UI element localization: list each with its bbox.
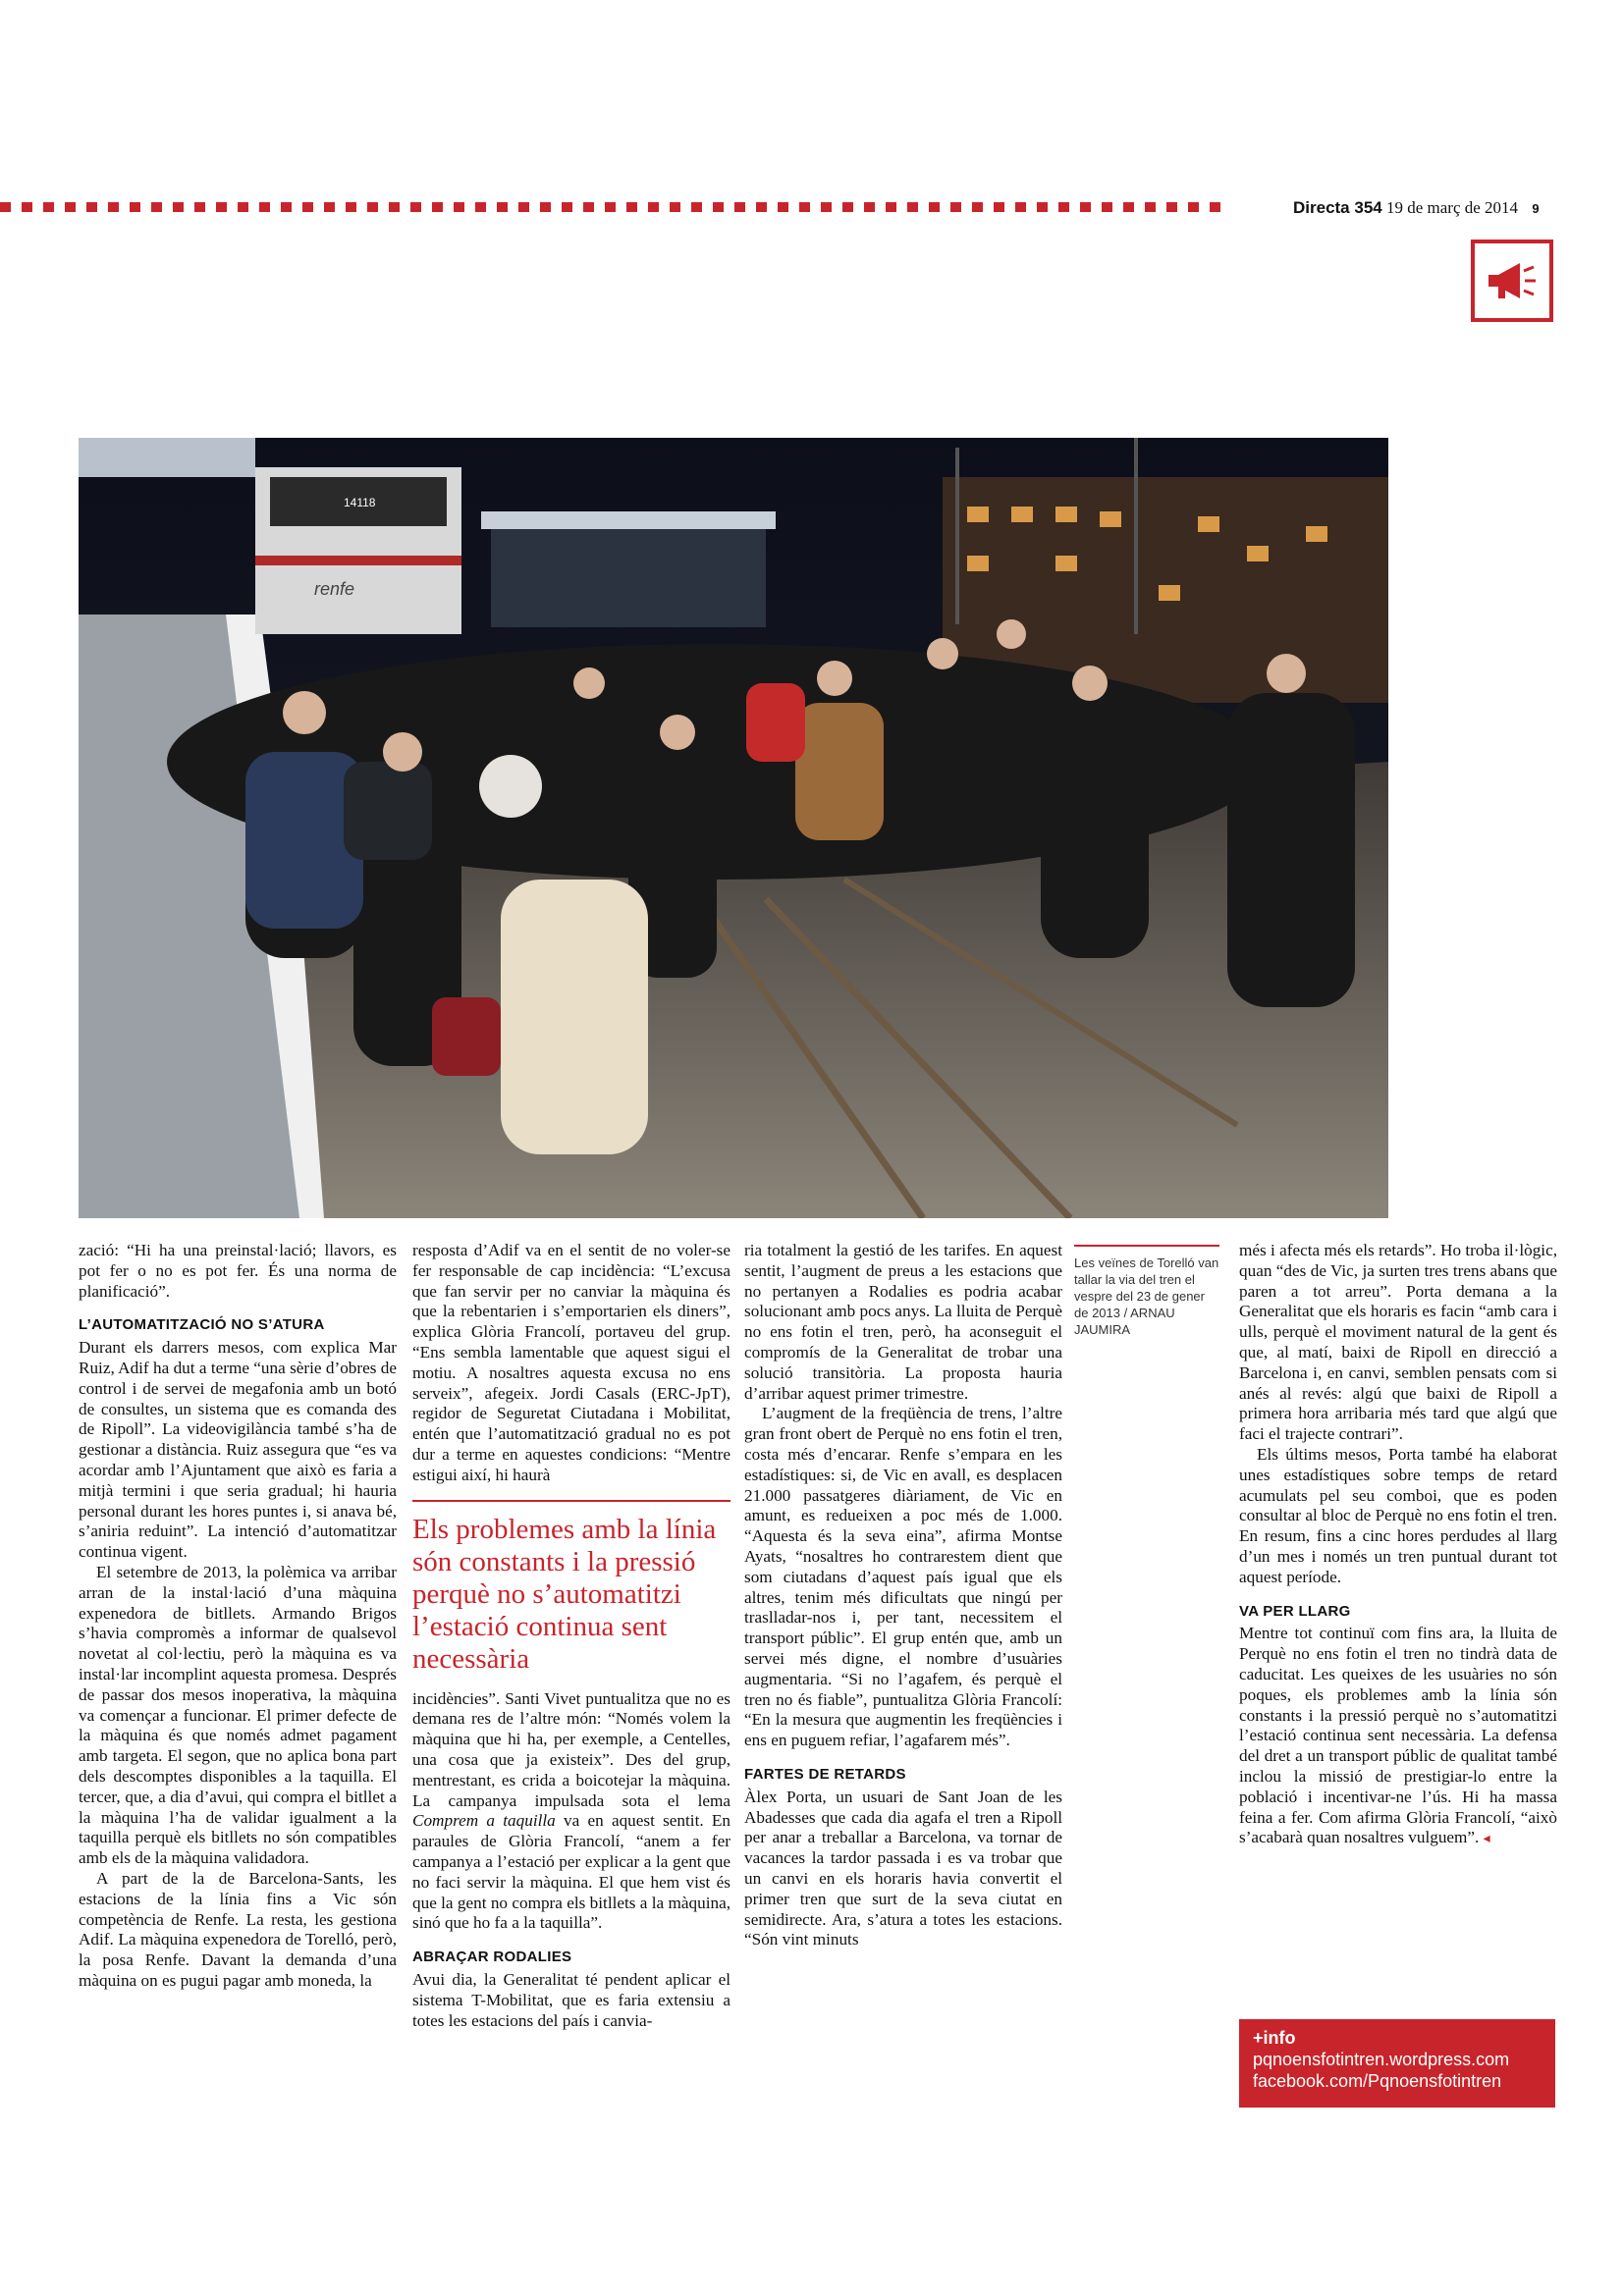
paragraph: ria totalment la gestió de les tarifes. En aquest sentit, l’augment de preus a les estacions que no pertanyen a Rodalies es podria acabar solucionant amb pocs anys. La lluita de Perquè no ens fotin el tren, però, ha aconseguit el compromís de la Generalitat de trobar una solució transitòria. La proposta hauria d’arribar aquest primer trimestre. [744,1241,1062,1403]
article-column-1 [79,1241,397,1992]
article-column-4 [1239,1241,1557,1850]
paragraph: incidències”. Santi Vivet puntualitza que no es demana res de l’altre món: “Només volem la màquina que hi ha, per exemple, a Centelles, una cosa que ja existeix”. Des del grup, mentrestant, es crida a boicotejar la màquina. La campanya impulsada sota el lema Comprem a taquilla va en aquest sentit. En paraules de Glòria Francolí, “anem a fer campanya a l’estació per explicar a la gent que no faci servir la màquina. El que hem vist és que la gent no compra els bitllets a la màquina, sinó que ho fa a la taquilla”. [412,1688,730,1933]
header-dashed-rule [0,202,1225,212]
paragraph: El setembre de 2013, la polèmica va arribar arran de la instal·lació d’una màquina expenedora de bitllets. Armando Brigos s’havia compromès a informar de qualsevol novetat al col·lectiu, però la màquina es va instal·lar incomplint aquesta promesa. Després de passar dos mesos inoperativa, la màquina va començar a funcionar. El primer defecte de la màquina és que només admet pagament amb targeta. El segon, que no aplica bona part dels descomptes disponibles a la taquilla. El tercer, que, a dia d’avui, qui compra el bitllet a la màquina l’ha de validar igualment a la taquilla perquè els bitllets no són compatibles amb els de la màquina validadora. [79,1562,397,1868]
section-heading: FARTES DE RETARDS [744,1765,906,1783]
campaign-slogan: Comprem a taquilla [412,1811,556,1831]
pull-quote: Els problemes amb la línia són constants i la pressió perquè no s’automatitzi l’estació continua sent necessària [412,1500,730,1676]
section-heading: VA PER LLARG [1239,1602,1351,1620]
section-heading: ABRAÇAR RODALIES [412,1949,572,1966]
info-title: +info [1253,2028,1296,2048]
train-number: 14118 [344,496,376,509]
publication-name: Directa 354 [1293,198,1382,217]
photo-caption [1074,1245,1219,1338]
page-header [1293,198,1540,218]
more-info-box [1239,2019,1555,2108]
article-column-3 [744,1241,1062,1950]
protest-photo [79,438,1388,1218]
megaphone-icon [1471,240,1553,322]
page-number: 9 [1532,201,1540,216]
train-renfe-label: renfe [314,579,355,599]
paragraph: Àlex Porta, un usuari de Sant Joan de les Abadesses que cada dia agafa el tren a Ripoll per anar a treballar a Barcelona, va tornar de vacances la tardor passada i es va trobar que un canvi en els horaris havia convertit el primer tren que surt de la seva ciutat en semidirecte. Ara, s’atura a totes les estacions. “Són vint minuts [744,1787,1062,1949]
caption-text: Les veïnes de Torelló van tallar la via del tren el vespre del 23 de gener de 2013 [1074,1255,1219,1320]
paragraph: zació: “Hi ha una preinstal·lació; llavors, es pot fer o no es pot fer. És una norma de planificació”. [79,1241,397,1301]
paragraph: resposta d’Adif va en el sentit de no voler-se fer responsable de cap incidència: “L’excusa que fan servir per no canviar la màquina és que la rebentarien i s’emportarien els diners”, explica Glòria Francolí, portaveu del grup. “Ens sembla lamentable que aquest sigui el motiu. A nosaltres aquesta excusa no ens serveix”, afegeix. Jordi Casals (ERC-JpT), regidor de Seguretat Ciutadana i Mobilitat, entén que l’automatització gradual no es pot dur a terme en aquestes condicions: “Mentre estigui així, hi haurà [412,1241,730,1484]
issue-date: 19 de març de 2014 [1385,198,1519,217]
photo-credit: / ARNAU JAUMIRA [1074,1306,1175,1337]
paragraph: Avui dia, la Generalitat té pendent aplicar el sistema T-Mobilitat, que es faria extensiu a totes les estacions del país i canvia- [412,1969,730,2030]
info-link-wordpress[interactable]: pqnoensfotintren.wordpress.com [1253,2050,1510,2069]
info-link-facebook[interactable]: facebook.com/Pqnoensfotintren [1253,2071,1502,2091]
article-column-2 [412,1241,730,2031]
paragraph: A part de la de Barcelona-Sants, les estacions de la línia fins a Vic són competència de Renfe. La resta, les gestiona Adif. La màquina expenedora de Torelló, però, la posa Renfe. Davant la demanda d’una màquina on es pugui pagar amb moneda, la [79,1868,397,1990]
paragraph: L’augment de la freqüència de trens, l’altre gran front obert de Perquè no ens fotin el tren, costa més d’encarar. Renfe s’empara en les estadístiques: si, de Vic en avall, es desplacen 21.000 passatgeres diàriament, de Vic en amunt, es redueixen a poc més de 1.000. “Aquesta és la seva eina”, afirma Montse Ayats, “nosaltres ho contrarestem dient que som ciutadans d’aquest país igual que els altres, tenim més dificultats que ningú per traslladar-nos i, per tant, necessitem el transport públic”. El grup entén que, amb un servei més digne, el nombre d’usuàries augmentaria. “Si no l’agafem, és perquè el tren no és fiable”, puntualitza Glòria Francolí: “En la mesura que augmentin les freqüències i ens en puguem refiar, l’agafarem més”. [744,1404,1062,1750]
paragraph: Durant els darrers mesos, com explica Mar Ruiz, Adif ha dut a terme “una sèrie d’obres de control i de servei de megafonia amb un botó de consultes, un sistema que es comanda des de Ripoll”. La videovigilància també s’ha de gestionar a distància. Ruiz assegura que “es va acordar amb l’Ajuntament que això es faria a mitjà termini i que seria gradual; hi hauria personal durant les hores puntes i, si anava bé, s’aniria reduint”. La intenció d’automatitzar continua vigent. [79,1338,397,1562]
section-heading: L’AUTOMATITZACIÓ NO S’ATURA [79,1316,325,1334]
end-of-article-icon: ◂ [1483,1832,1490,1847]
paragraph: Els últims mesos, Porta també ha elaborat unes estadístiques sobre temps de retard acumulats pel seu comboi, que es poden consultar al bloc de Perquè no ens fotin el tren. En resum, fins a cinc hores perdudes al llarg d’un mes i només un tren puntual durant tot aquest període. [1239,1444,1557,1586]
paragraph: més i afecta més els retards”. Ho troba il·lògic, quan “des de Vic, ja surten tres trens abans que paren a tot arreu”. Porta demana a la Generalitat que els horaris es facin “amb cara i ulls, perquè el moviment natural de la gent és que, al matí, baixi de Ripoll en direcció a Barcelona i, en canvi, semblen pensats com si anés al revés: algú que baixi de Ripoll a primera hora arribaria més tard que algú que faci el trajecte contrari”. [1239,1241,1557,1444]
paragraph: Mentre tot continuï com fins ara, la lluita de Perquè no ens fotin el tren no tindrà data de caducitat. Les queixes de les usuàries no són poques, els problemes amb la línia són constants i la pressió perquè no s’automatitzi l’estació continua sent necessària. La defensa del dret a un transport públic de qualitat també inclou la missió de prestigiar-lo entre la població i incentivar-ne l’ús. Hi ha massa feina a fer. Com afirma Glòria Francolí, “això s’acabarà quan nosaltres vulguem”. ◂ [1239,1624,1557,1847]
